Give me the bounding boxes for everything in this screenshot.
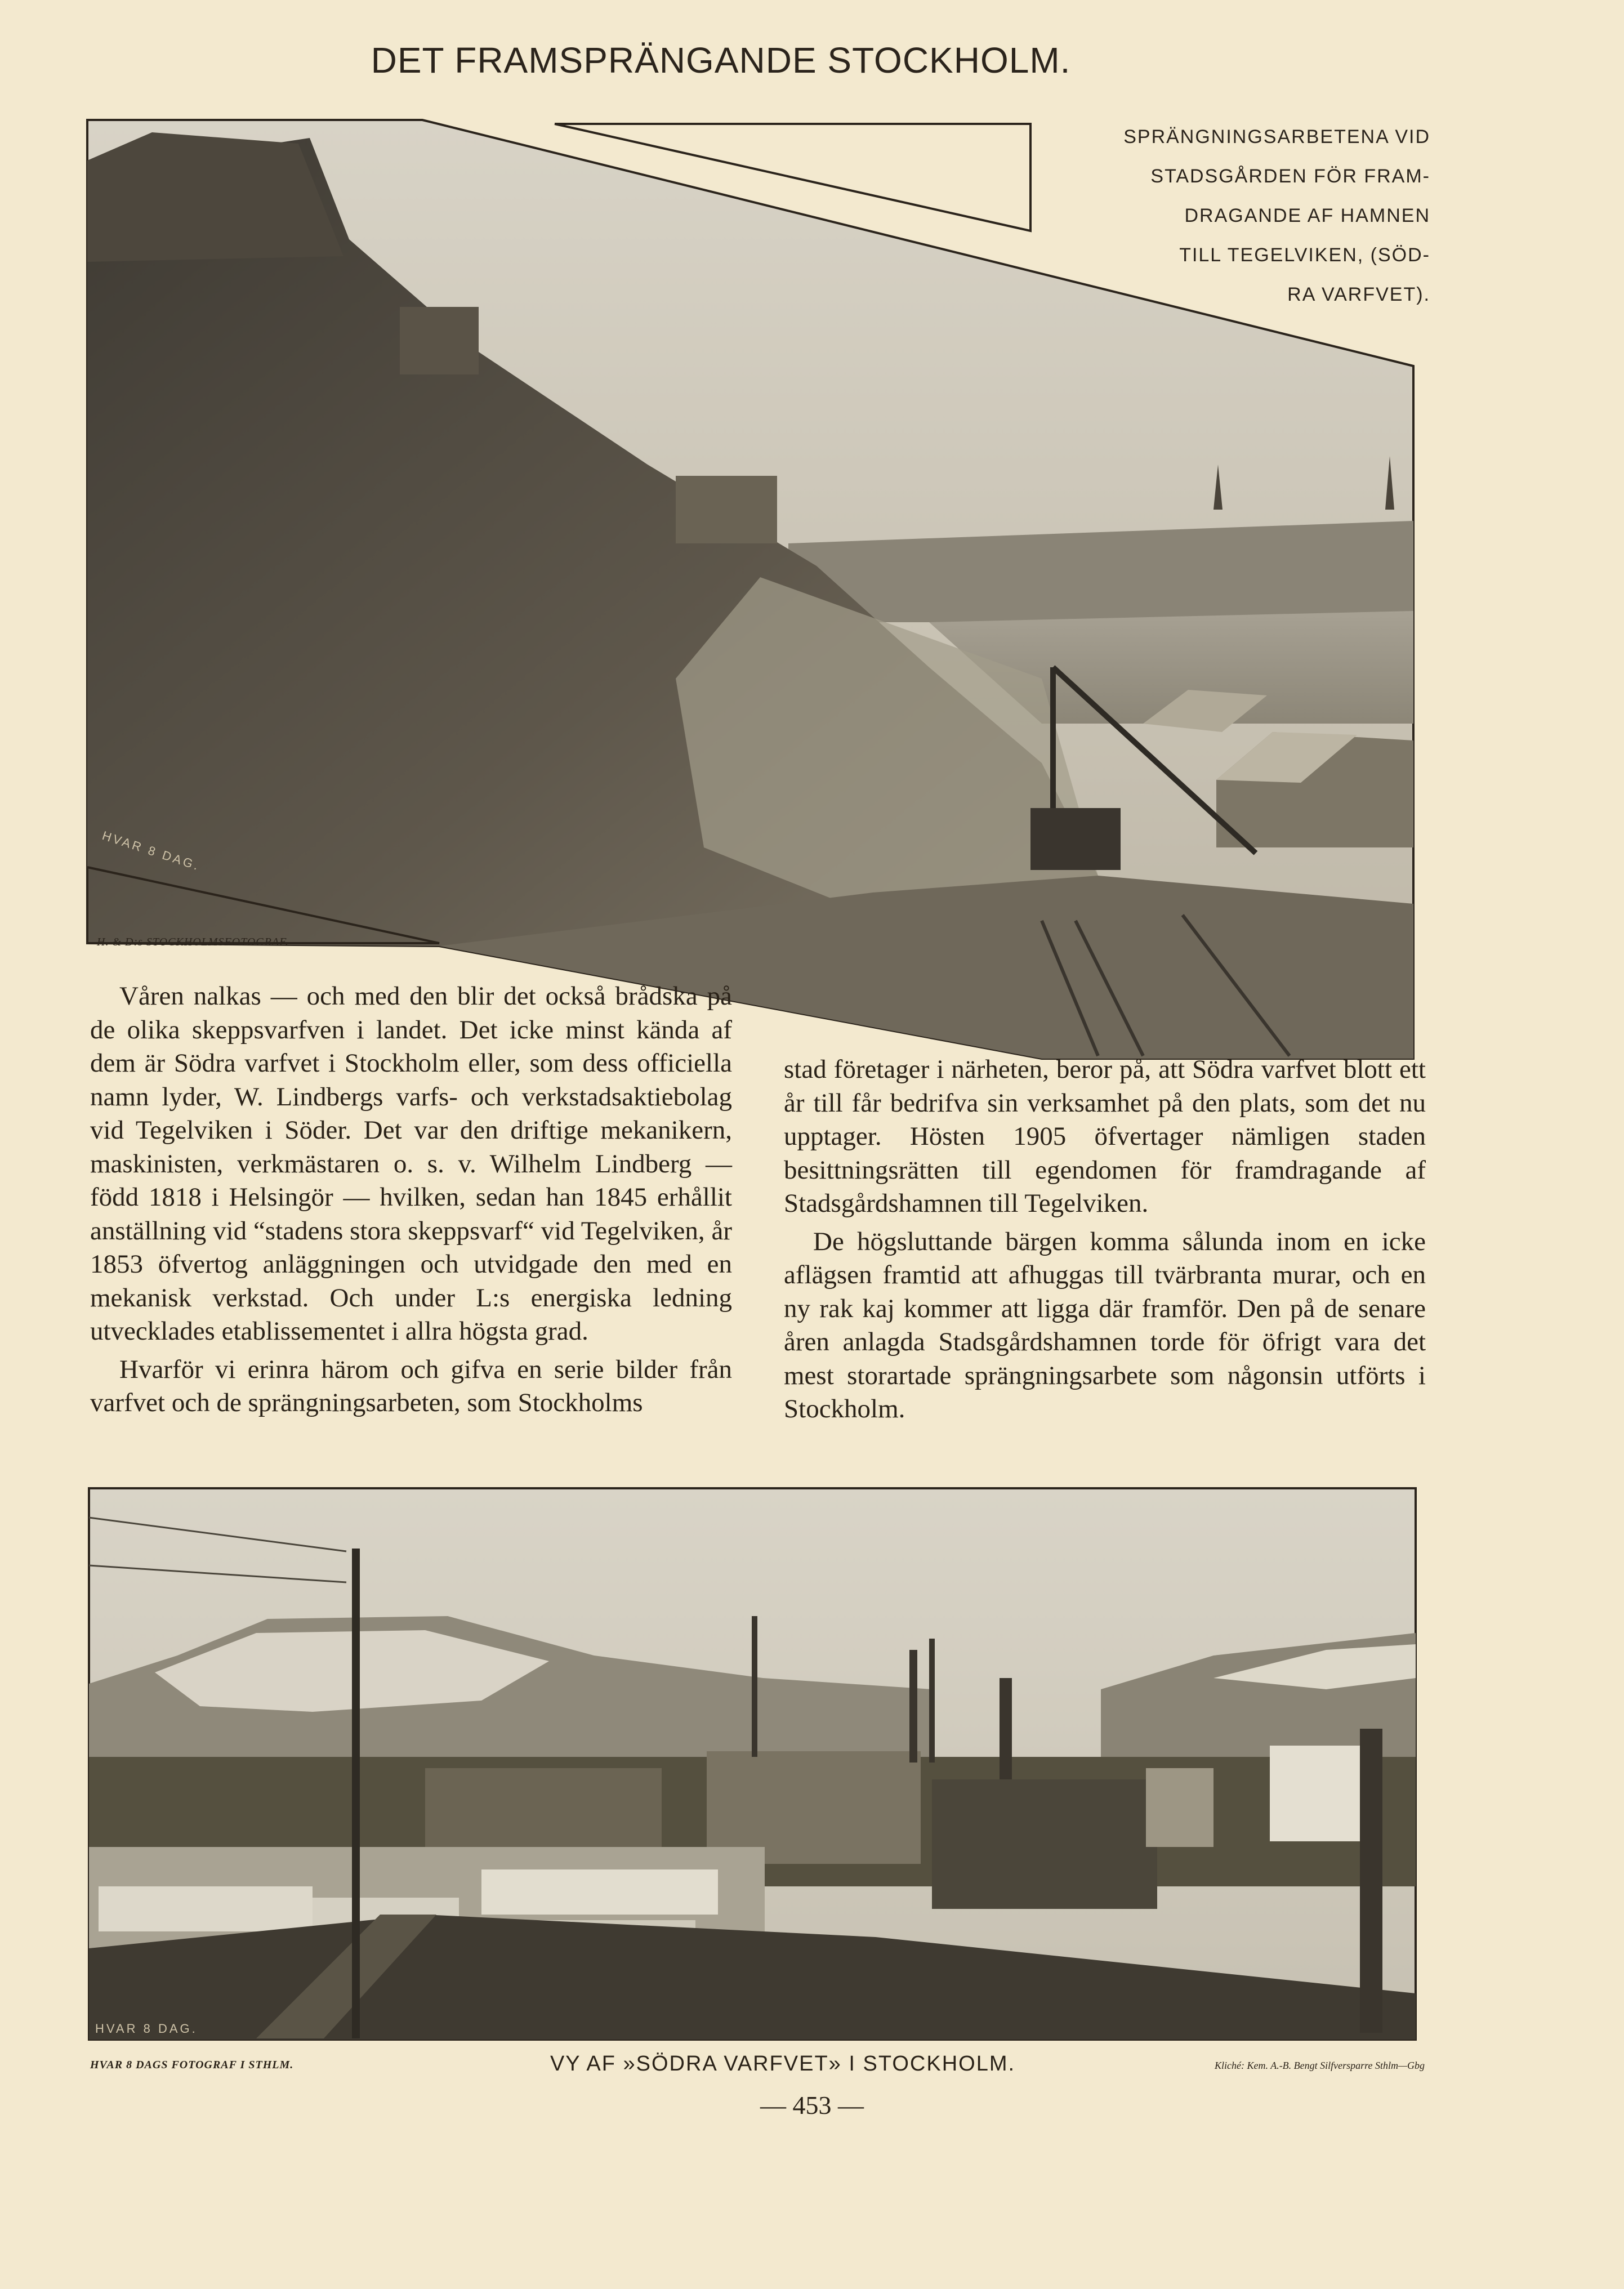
page-number: — 453 —	[760, 2091, 864, 2120]
bottom-photo-caption: VY AF »SÖDRA VARFVET» I STOCKHOLM.	[550, 2052, 1016, 2076]
caption-line: SPRÄNGNINGSARBETENA VID	[1123, 126, 1430, 148]
top-photo-credit: H. & D:s STOCKHOLMSFOTOGRAF.	[97, 936, 289, 948]
page-title: DET FRAMSPRÄNGANDE STOCKHOLM.	[371, 40, 1071, 81]
top-photo-caption	[1064, 117, 1430, 314]
caption-line: DRAGANDE AF HAMNEN	[1184, 205, 1430, 226]
article-left-column	[90, 980, 732, 1425]
caption-line: STADSGÅRDEN FÖR FRAM-	[1150, 166, 1430, 187]
article-paragraph: Våren nalkas — och med den blir det också brådska på de olika skeppsvarfven i landet. Det icke minst kända af dem är Södra varfvet i Stockholm eller, som dess officiella namn lyder, W. Lindbergs varfs- och verkstadsaktiebolag vid Tegelviken i Söder. Det var den driftige mekanikern, maskinisten, verkmästaren o. s. v. Wilhelm Lindberg — född 1818 i Helsingör — hvilken, sedan han 1845 erhållit anställning vid “stadens stora skeppsvarf“ vid Tegelviken, år 1853 öfvertog anläggningen och utvidgade den med en mekanisk verkstad. Och under L:s energiska ledning utvecklades etablissementet i allra högsta grad.	[90, 981, 732, 1346]
article-paragraph: Hvarför vi erinra härom och gifva en serie bilder från varfvet och de sprängningsarbeten, som Stockholms	[90, 1354, 732, 1417]
bottom-photo-credit: HVAR 8 DAGS FOTOGRAF I STHLM.	[90, 2059, 294, 2071]
article-paragraph: De högsluttande bärgen komma sålunda inom en icke aflägsen framtid att afhuggas till tvärbranta murar, och en ny rak kaj kommer att ligga där framför. Den på de senare åren anlagda Stadsgårdshamnen torde för öfrigt vara det mest storartade sprängningsarbete som någonsin utförts i Stockholm.	[784, 1226, 1426, 1424]
caption-line: RA VARFVET).	[1287, 284, 1430, 305]
engraver-credit: Kliché: Kem. A.-B. Bengt Silfversparre Sthlm—Gbg	[1215, 2060, 1425, 2071]
article-right-column	[784, 1053, 1426, 1431]
bottom-photo-watermark: HVAR 8 DAG.	[95, 2022, 198, 2036]
top-photo-watermark: HVAR 8 DAG.	[100, 828, 203, 873]
article-paragraph: stad företager i närheten, beror på, att Södra varfvet blott ett år till får bedrifva sin verksamhet på den plats, som det nu upptager. Hösten 1905 öfvertager nämligen staden besittningsrätten till egendomen för framdragande af Stadsgårdshamnen till Tegelviken.	[784, 1055, 1426, 1218]
bottom-photograph	[87, 1487, 1417, 2041]
caption-line: TILL TEGELVIKEN, (SÖD-	[1179, 244, 1430, 266]
